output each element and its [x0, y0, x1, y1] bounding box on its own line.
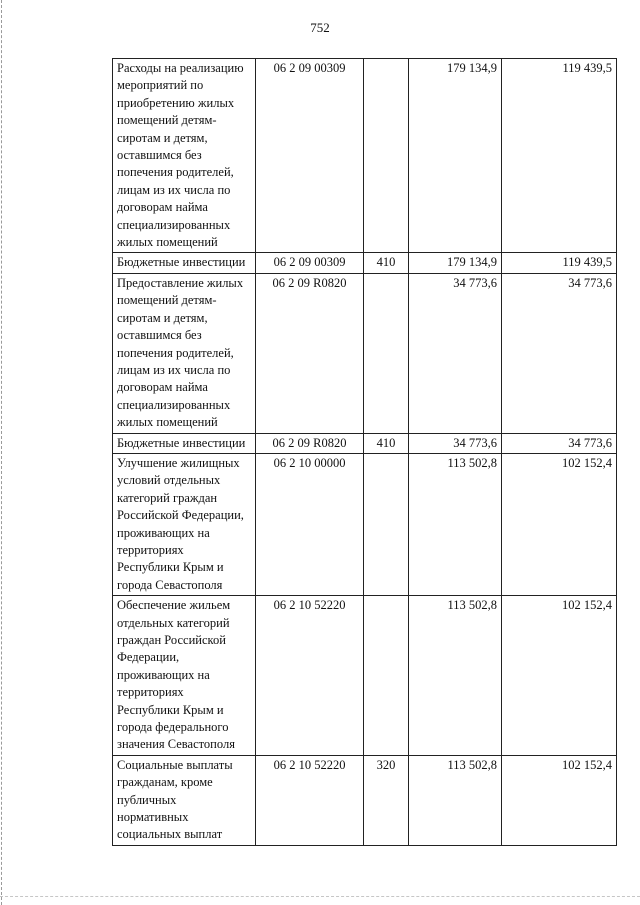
- expense-name-line: территориях: [117, 685, 184, 700]
- budget-table: [112, 58, 617, 846]
- target-article-code-cell: 06 2 09 R0820: [256, 273, 364, 433]
- table-row: [113, 253, 617, 273]
- expense-type-code-cell: 410: [364, 253, 409, 273]
- expense-name-line: попечения родителей,: [117, 165, 234, 180]
- expense-type-code-cell: [364, 453, 409, 595]
- expense-name-line: Социальные выплаты: [117, 757, 233, 772]
- table-row: [113, 453, 617, 595]
- table-row: [113, 755, 617, 845]
- expense-name-line: Бюджетные инвестиции: [117, 435, 246, 450]
- expense-name-line: Федерации,: [117, 650, 180, 665]
- amount-year-1-cell: 179 134,9: [409, 253, 502, 273]
- expense-name-cell: [113, 433, 256, 453]
- expense-name-cell: [113, 755, 256, 845]
- amount-year-2-cell: 102 152,4: [502, 755, 617, 845]
- target-article-code-cell: 06 2 09 00309: [256, 253, 364, 273]
- expense-name-line: жилых помещений: [117, 235, 218, 250]
- expense-name-line: сиротам и детям,: [117, 130, 208, 145]
- expense-name-line: лицам из их числа по: [117, 182, 231, 197]
- amount-year-1-cell: 113 502,8: [409, 453, 502, 595]
- expense-name-line: мероприятий по: [117, 78, 204, 93]
- target-article-code-cell: 06 2 10 52220: [256, 596, 364, 756]
- expense-name-line: города Севастополя: [117, 577, 223, 592]
- expense-name-line: гражданам, кроме: [117, 775, 213, 790]
- expense-name-line: условий отдельных: [117, 473, 221, 488]
- expense-name-line: оставшимся без: [117, 148, 202, 163]
- amount-year-2-cell: 34 773,6: [502, 433, 617, 453]
- expense-name-line: граждан Российской: [117, 633, 226, 647]
- amount-year-1-cell: 34 773,6: [409, 273, 502, 433]
- amount-year-1-cell: 113 502,8: [409, 596, 502, 756]
- amount-year-1-cell: 113 502,8: [409, 755, 502, 845]
- scan-left-edge: [1, 0, 4, 905]
- expense-name-line: специализированных: [117, 217, 231, 232]
- amount-year-2-cell: 119 439,5: [502, 59, 617, 253]
- expense-name-line: попечения родителей,: [117, 345, 234, 360]
- target-article-code-cell: 06 2 10 00000: [256, 453, 364, 595]
- expense-name-line: проживающих на: [117, 667, 210, 682]
- expense-name-line: помещений детям-: [117, 293, 217, 308]
- expense-name-line: сиротам и детям,: [117, 310, 208, 325]
- expense-name-line: Обеспечение жильем: [117, 598, 231, 613]
- expense-name-line: оставшимся без: [117, 328, 202, 343]
- expense-name-line: жилых помещений: [117, 415, 218, 430]
- table-row: [113, 433, 617, 453]
- expense-name-cell: [113, 596, 256, 756]
- budget-table-body: [113, 59, 617, 846]
- scan-bottom-edge: [0, 896, 640, 897]
- amount-year-2-cell: 34 773,6: [502, 273, 617, 433]
- expense-name-line: договорам найма: [117, 200, 208, 215]
- expense-name-line: нормативных: [117, 810, 189, 825]
- expense-type-code-cell: [364, 59, 409, 253]
- amount-year-1-cell: 179 134,9: [409, 59, 502, 253]
- expense-name-cell: [113, 453, 256, 595]
- expense-name-line: Бюджетные инвестиции: [117, 255, 246, 270]
- expense-name-line: договорам найма: [117, 380, 208, 395]
- expense-type-code-cell: [364, 273, 409, 433]
- expense-name-line: Республики Крым и: [117, 560, 224, 575]
- table-row: [113, 273, 617, 433]
- expense-name-line: отдельных категорий: [117, 615, 230, 630]
- expense-name-cell: [113, 273, 256, 433]
- amount-year-2-cell: 102 152,4: [502, 453, 617, 595]
- expense-name-line: лицам из их числа по: [117, 362, 231, 377]
- expense-type-code-cell: 320: [364, 755, 409, 845]
- expense-name-line: проживающих на: [117, 525, 210, 540]
- expense-name-line: помещений детям-: [117, 113, 217, 128]
- expense-name-line: Предоставление жилых: [117, 275, 244, 290]
- expense-type-code-cell: [364, 596, 409, 756]
- table-row: [113, 59, 617, 253]
- expense-name-line: категорий граждан: [117, 490, 218, 505]
- expense-name-line: города федерального: [117, 720, 229, 735]
- expense-type-code-cell: 410: [364, 433, 409, 453]
- expense-name-line: территориях: [117, 542, 184, 557]
- target-article-code-cell: 06 2 09 00309: [256, 59, 364, 253]
- expense-name-line: Расходы на реализацию: [117, 61, 244, 75]
- expense-name-cell: [113, 59, 256, 253]
- expense-name-cell: [113, 253, 256, 273]
- expense-name-line: приобретению жилых: [117, 95, 235, 110]
- expense-name-line: значения Севастополя: [117, 737, 235, 752]
- amount-year-1-cell: 34 773,6: [409, 433, 502, 453]
- amount-year-2-cell: 102 152,4: [502, 596, 617, 756]
- expense-name-line: Улучшение жилищных: [117, 455, 240, 470]
- expense-name-line: публичных: [117, 792, 177, 807]
- expense-name-line: специализированных: [117, 397, 231, 412]
- expense-name-line: Республики Крым и: [117, 702, 224, 717]
- expense-name-line: Российской Федерации,: [117, 508, 244, 523]
- target-article-code-cell: 06 2 10 52220: [256, 755, 364, 845]
- table-row: [113, 596, 617, 756]
- amount-year-2-cell: 119 439,5: [502, 253, 617, 273]
- target-article-code-cell: 06 2 09 R0820: [256, 433, 364, 453]
- page-number: 752: [310, 20, 330, 35]
- expense-name-line: социальных выплат: [117, 827, 223, 842]
